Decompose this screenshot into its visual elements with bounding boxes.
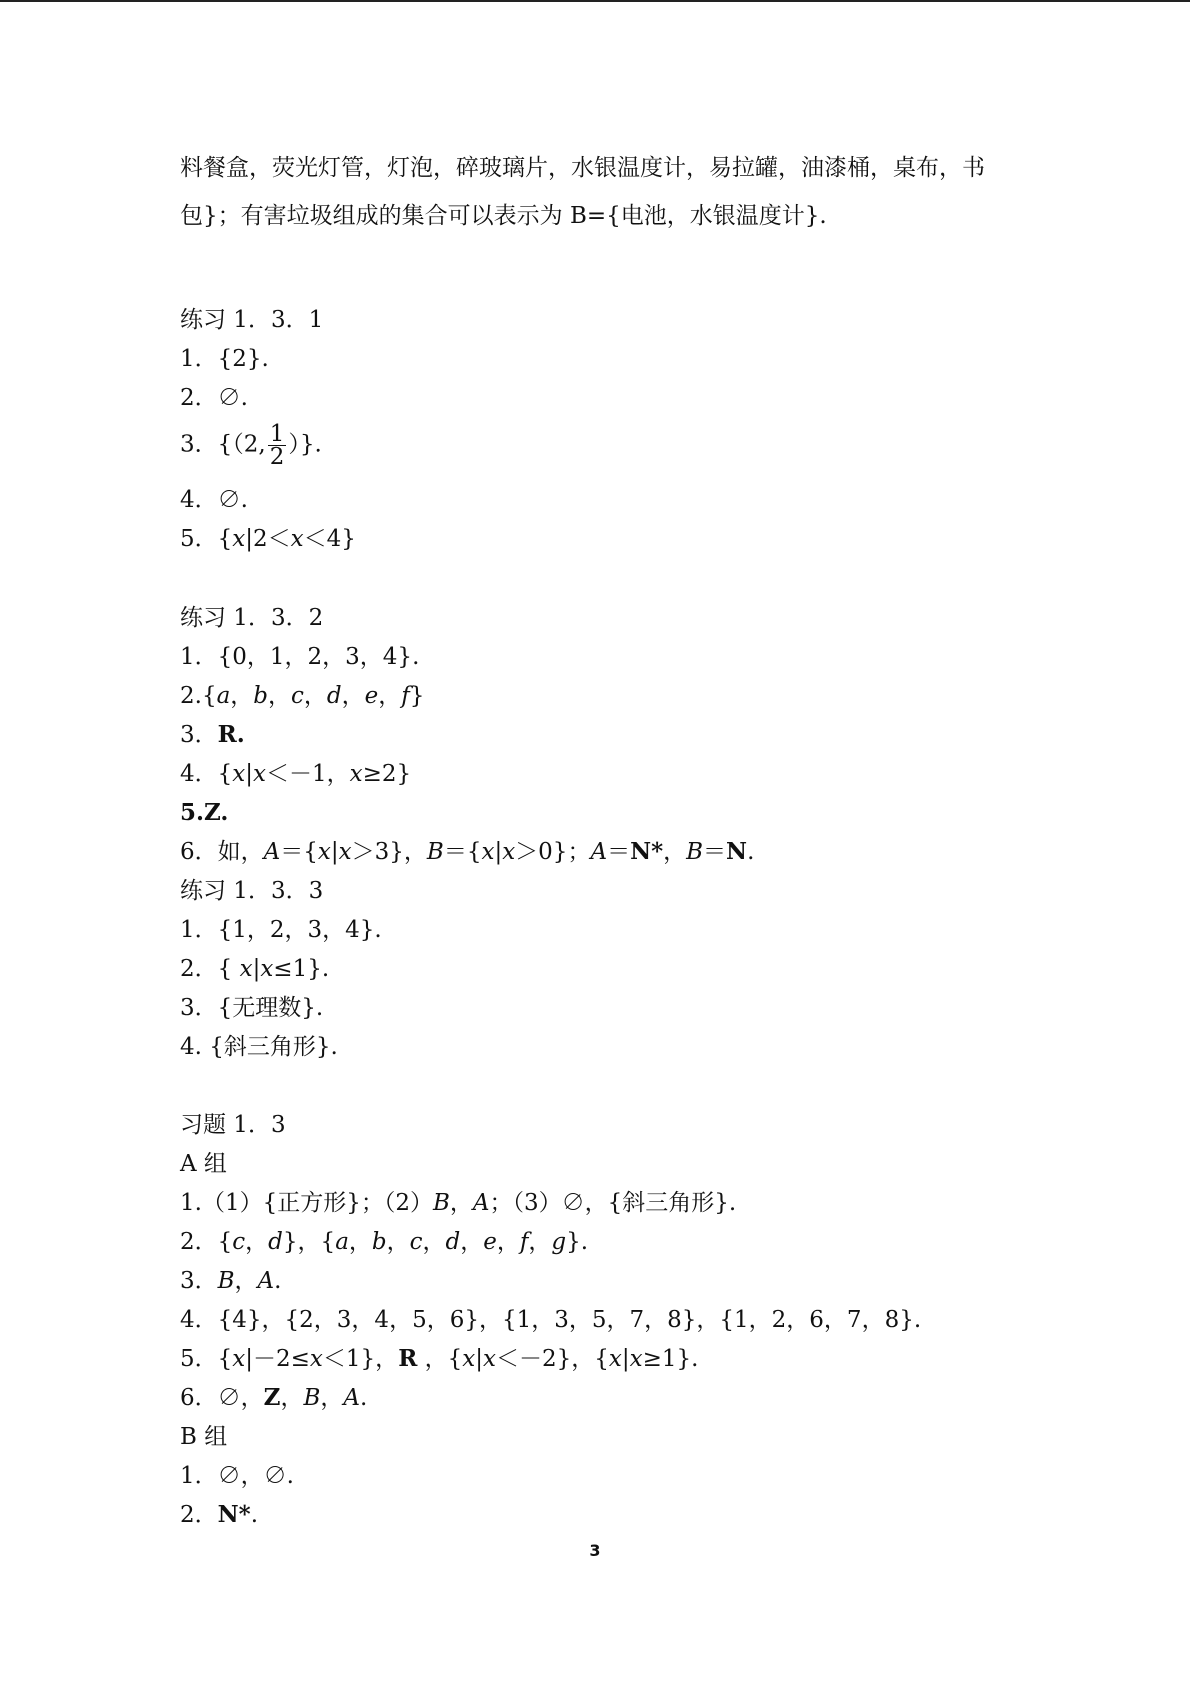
q3-suffix: ）}. <box>288 431 322 458</box>
text-run: ＜4} <box>303 526 356 552</box>
exercise-a5 <box>180 1344 698 1374</box>
var-A: A <box>472 1190 490 1216</box>
text-run: ＝ <box>607 839 631 865</box>
var-x: x <box>232 761 246 787</box>
text-run: . <box>250 1502 259 1528</box>
var-A: A <box>343 1385 360 1411</box>
text-run: . <box>359 1385 368 1411</box>
var-a: a <box>216 683 231 709</box>
text-run: 2．{ <box>180 956 240 982</box>
fraction-one-half <box>268 423 287 468</box>
text-run: } <box>409 683 425 709</box>
text-run: 2． <box>180 1502 218 1528</box>
answer-1-3-3-q1: 1．{1，2，3，4}. <box>180 917 382 943</box>
positive-naturals-symbol: N* <box>217 1501 251 1528</box>
answer-1-3-2-q3 <box>180 720 245 750</box>
text-run: | <box>475 1346 483 1372</box>
var-x: x <box>253 761 266 787</box>
text-run: |2＜ <box>245 526 291 552</box>
text-run: ＜－1， <box>266 761 350 787</box>
text-run: | <box>252 956 261 982</box>
text-run: 3． <box>180 722 218 748</box>
var-g: g <box>551 1229 567 1255</box>
text-run: | <box>330 839 339 865</box>
group-a-label: A 组 <box>180 1151 227 1177</box>
answer-1-3-3-q3: 3．{无理数}. <box>180 995 324 1021</box>
text-run: . <box>747 839 755 865</box>
var-e: e <box>483 1229 497 1255</box>
text-run: ≥1}. <box>642 1346 699 1372</box>
text-run: ， <box>280 1385 304 1411</box>
separator: ， <box>268 683 292 709</box>
var-a: a <box>335 1229 349 1255</box>
var-x: x <box>239 956 253 982</box>
q3-prefix: 3．{（2, <box>180 431 266 458</box>
var-x: x <box>481 839 495 865</box>
integers-symbol: Z <box>263 1384 281 1411</box>
exercise-b1: 1．∅，∅. <box>180 1463 294 1489</box>
var-x: x <box>338 839 352 865</box>
var-B: B <box>686 839 704 865</box>
text-run: ， <box>320 1385 344 1411</box>
reals-symbol: R. <box>217 721 245 748</box>
text-run: ，{ <box>417 1346 463 1372</box>
var-B: B <box>426 839 444 865</box>
answer-1-3-1-q3 <box>180 423 322 468</box>
var-x: x <box>462 1346 476 1372</box>
var-b: b <box>253 683 269 709</box>
section-heading-1-3-3: 练习 1．3．3 <box>180 878 324 904</box>
var-d: d <box>268 1229 283 1255</box>
fraction-denominator: 2 <box>269 444 285 470</box>
var-A: A <box>257 1268 275 1294</box>
separator: ， <box>348 1229 372 1255</box>
fraction-numerator: 1 <box>269 421 285 447</box>
answer-1-3-2-q4 <box>180 759 411 789</box>
text-run: 1.（1）{正方形}；（2） <box>180 1190 433 1216</box>
var-x: x <box>260 956 274 982</box>
var-x: x <box>608 1346 622 1372</box>
exercise-a2 <box>180 1227 588 1257</box>
section-heading-1-3-2: 练习 1．3．2 <box>180 605 324 631</box>
separator: ， <box>341 683 365 709</box>
separator: ， <box>422 1229 446 1255</box>
var-x: x <box>502 839 516 865</box>
text-run: ；（3）∅，{斜三角形}. <box>489 1190 737 1216</box>
separator: ， <box>460 1229 484 1255</box>
var-B: B <box>432 1190 450 1216</box>
text-run: . <box>274 1268 282 1294</box>
text-run: ＜1}， <box>322 1346 399 1372</box>
text-run: 5．{ <box>180 1346 233 1372</box>
text-run: ＝{ <box>443 839 482 865</box>
text-run: ， <box>234 1268 258 1294</box>
intro-line-1: 料餐盒，荧光灯管，灯泡，碎玻璃片，水银温度计，易拉罐，油漆桶，桌布，书 <box>180 155 985 181</box>
group-b-label: B 组 <box>180 1424 228 1450</box>
var-A: A <box>263 839 281 865</box>
separator: ， <box>496 1229 520 1255</box>
var-x: x <box>232 1346 246 1372</box>
var-x: x <box>629 1346 643 1372</box>
text-run: ＝ <box>703 839 727 865</box>
answer-1-3-3-q4: 4. {斜三角形}. <box>180 1034 338 1060</box>
var-d: d <box>445 1229 461 1255</box>
naturals-symbol: N <box>726 838 748 865</box>
var-x: x <box>290 526 304 552</box>
section-heading-1-3-1: 练习 1．3．1 <box>180 307 324 333</box>
answer-1-3-1-q5 <box>180 524 356 554</box>
answer-1-3-2-q2 <box>180 681 424 711</box>
exercise-a4: 4．{4}，{2，3，4，5，6}，{1，3，5，7，8}，{1，2，6，7，8}. <box>180 1307 922 1333</box>
separator: ， <box>303 683 327 709</box>
text-run: ≤1}. <box>273 956 330 982</box>
answer-1-3-2-q5: 5.Z. <box>180 799 229 826</box>
positive-naturals-symbol: N* <box>630 838 664 865</box>
var-B: B <box>303 1385 321 1411</box>
text-run: |－2≤ <box>245 1346 310 1372</box>
separator: ， <box>230 683 254 709</box>
text-run: 4．{ <box>180 761 233 787</box>
var-c: c <box>409 1229 423 1255</box>
text-run: | <box>621 1346 630 1372</box>
section-heading-exercises-1-3: 习题 1．3 <box>180 1112 286 1138</box>
var-c: c <box>291 683 304 709</box>
var-d: d <box>326 683 342 709</box>
text-run: | <box>245 761 254 787</box>
text-run: 2．{ <box>180 1229 233 1255</box>
reals-symbol: R <box>398 1345 418 1372</box>
var-B: B <box>217 1268 235 1294</box>
answer-1-3-1-q4: 4．∅. <box>180 487 248 513</box>
var-x: x <box>232 526 246 552</box>
exercise-b2 <box>180 1500 258 1530</box>
text-run: ， <box>449 1190 473 1216</box>
text-run: | <box>494 839 503 865</box>
text-run: 3． <box>180 1268 218 1294</box>
var-b: b <box>371 1229 387 1255</box>
var-f: f <box>519 1229 529 1255</box>
text-run: }. <box>566 1229 589 1255</box>
answer-1-3-2-q6 <box>180 837 754 867</box>
separator: ， <box>386 1229 410 1255</box>
exercise-a6 <box>180 1383 367 1413</box>
text-run: ＝{ <box>280 839 318 865</box>
separator: ， <box>378 683 402 709</box>
text-run: }，{ <box>282 1229 336 1255</box>
page-number: 3 <box>589 1541 601 1560</box>
var-c: c <box>232 1229 246 1255</box>
text-run: ＞3}， <box>351 839 427 865</box>
text-run: 6．∅， <box>180 1385 264 1411</box>
intro-line-2: 包}；有害垃圾组成的集合可以表示为 B={电池，水银温度计}. <box>180 203 827 229</box>
text-run: 2.{ <box>180 683 217 709</box>
top-border <box>0 0 1190 2</box>
var-x: x <box>317 839 331 865</box>
separator: ， <box>245 1229 269 1255</box>
text-run: ＞0}； <box>515 839 591 865</box>
var-x: x <box>309 1346 323 1372</box>
answer-1-3-1-q2: 2．∅. <box>180 385 248 411</box>
text-run: ＜－2}，{ <box>495 1346 609 1372</box>
exercise-a3 <box>180 1266 281 1296</box>
answer-1-3-2-q1: 1．{0，1，2，3，4}. <box>180 644 420 670</box>
text-run: ≥2} <box>362 761 412 787</box>
var-A: A <box>590 839 608 865</box>
answer-1-3-1-q1: 1．{2}. <box>180 346 269 372</box>
separator: ， <box>528 1229 552 1255</box>
var-e: e <box>364 683 379 709</box>
text-run: 5．{ <box>180 526 233 552</box>
text-run: ， <box>663 839 687 865</box>
var-x: x <box>483 1346 496 1372</box>
answer-1-3-3-q2 <box>180 954 329 984</box>
var-f: f <box>401 683 410 709</box>
text-run: 6．如， <box>180 839 264 865</box>
var-x: x <box>349 761 363 787</box>
exercise-a1 <box>180 1188 736 1218</box>
